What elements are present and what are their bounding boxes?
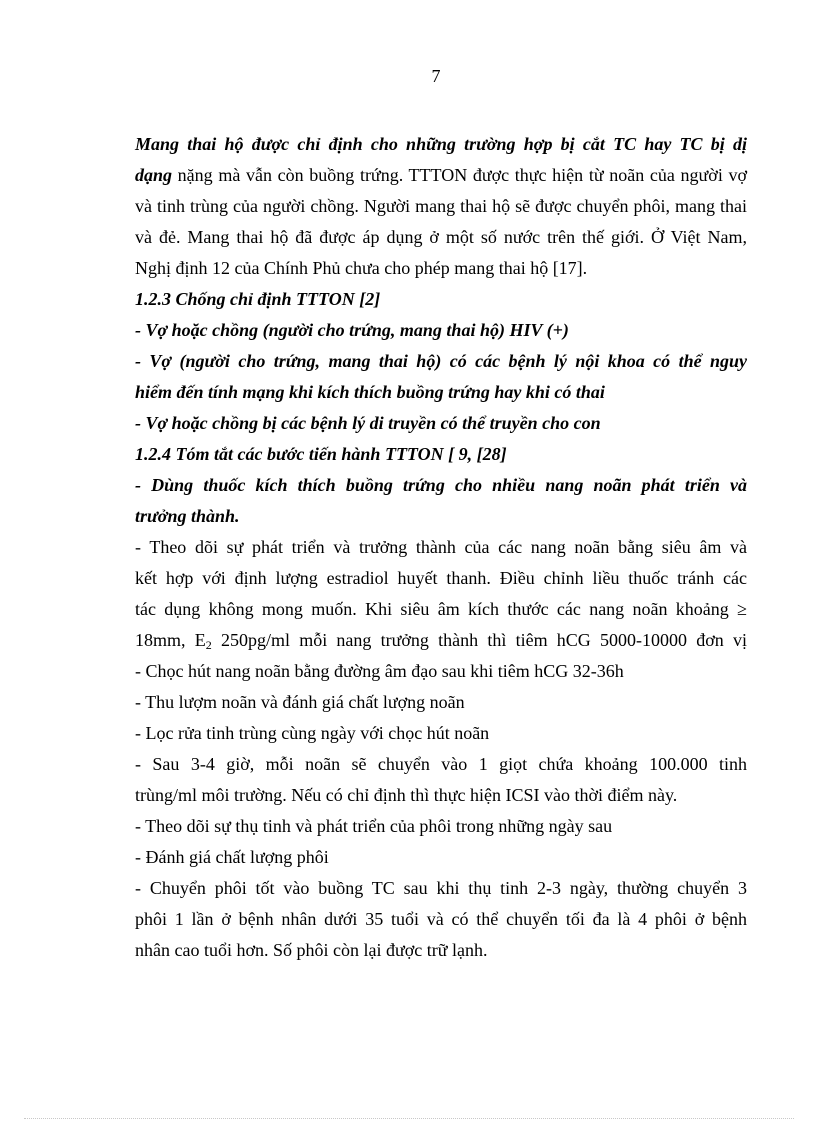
list-item xyxy=(135,842,747,873)
text-run: trưởng thành. xyxy=(135,506,240,526)
text-run: - Vợ (người cho trứng, mang thai hộ) có các bệnh lý nội khoa có thể nguy xyxy=(135,351,747,371)
text-run: - Chọc hút nang noãn bằng đường âm đạo sau khi tiêm hCG 32-36h xyxy=(135,661,624,681)
text-run: nặng mà vẫn còn buồng trứng. TTTON được thực hiện từ noãn của người vợ xyxy=(172,165,747,185)
list-item xyxy=(135,315,747,346)
list-item xyxy=(135,811,747,842)
list-item-continuation xyxy=(135,501,747,532)
list-item xyxy=(135,749,747,780)
list-item-continuation xyxy=(135,377,747,408)
list-item xyxy=(135,532,747,563)
text-run: - Theo dõi sự thụ tinh và phát triển của phôi trong những ngày sau xyxy=(135,816,613,836)
text-run: 18mm, E xyxy=(135,630,206,650)
text-run: hiểm đến tính mạng khi kích thích buồng trứng hay khi có thai xyxy=(135,382,605,402)
page-bottom-divider xyxy=(24,1118,794,1119)
text-run: và đẻ. Mang thai hộ đã được áp dụng ở một số nước trên thế giới. Ở Việt Nam, xyxy=(135,227,747,247)
paragraph-line xyxy=(135,191,747,222)
text-run: nhân cao tuổi hơn. Số phôi còn lại được trữ lạnh. xyxy=(135,940,488,960)
list-item xyxy=(135,408,747,439)
text-run: - Dùng thuốc kích thích buồng trứng cho nhiều nang noãn phát triển và xyxy=(135,475,747,495)
page-number: 7 xyxy=(431,66,441,86)
text-run: - Thu lượm noãn và đánh giá chất lượng noãn xyxy=(135,692,465,712)
list-item-continuation xyxy=(135,625,747,656)
list-item xyxy=(135,718,747,749)
list-item xyxy=(135,470,747,501)
paragraph-line xyxy=(135,160,747,191)
text-run: - Vợ hoặc chồng (người cho trứng, mang thai hộ) HIV (+) xyxy=(135,320,569,340)
text-run: - Chuyển phôi tốt vào buồng TC sau khi thụ tinh 2-3 ngày, thường chuyển 3 xyxy=(135,878,747,898)
list-item-continuation xyxy=(135,780,747,811)
heading-text: 1.2.4 Tóm tắt các bước tiến hành TTTON [ 9, [28] xyxy=(135,444,507,464)
text-run: dạng xyxy=(135,165,173,185)
paragraph-line xyxy=(135,129,747,160)
list-item-continuation xyxy=(135,904,747,935)
heading-text: 1.2.3 Chống chỉ định TTTON [2] xyxy=(135,289,381,309)
list-item-continuation xyxy=(135,563,747,594)
list-item xyxy=(135,656,747,687)
subscript: 2 xyxy=(205,638,212,652)
list-item xyxy=(135,346,747,377)
text-run: - Đánh giá chất lượng phôi xyxy=(135,847,329,867)
text-run: và tinh trùng của người chồng. Người mang thai hộ sẽ được chuyển phôi, mang thai xyxy=(135,196,747,216)
text-run: Mang thai hộ được chỉ định cho những trường hợp bị cắt TC hay TC bị dị xyxy=(135,134,747,154)
text-run: - Sau 3-4 giờ, mỗi noãn sẽ chuyển vào 1 giọt chứa khoảng 100.000 tinh xyxy=(135,754,747,774)
text-run: phôi 1 lần ở bệnh nhân dưới 35 tuổi và có thể chuyển tối đa là 4 phôi ở bệnh xyxy=(135,909,747,929)
list-item xyxy=(135,873,747,904)
text-run: - Vợ hoặc chồng bị các bệnh lý di truyền có thể truyền cho con xyxy=(135,413,601,433)
text-run: 250pg/ml mỗi nang trưởng thành thì tiêm hCG 5000-10000 đơn vị xyxy=(211,630,747,650)
list-item-continuation xyxy=(135,594,747,625)
list-item xyxy=(135,687,747,718)
text-run: Nghị định 12 của Chính Phủ chưa cho phép mang thai hộ [17]. xyxy=(135,258,588,278)
document-body xyxy=(135,129,747,966)
list-item-continuation xyxy=(135,935,747,966)
text-run: trùng/ml môi trường. Nếu có chỉ định thì thực hiện ICSI vào thời điểm này. xyxy=(135,785,678,805)
text-run: - Theo dõi sự phát triển và trưởng thành của các nang noãn bằng siêu âm và xyxy=(135,537,747,557)
section-heading-1-2-4 xyxy=(135,439,747,470)
paragraph-line xyxy=(135,222,747,253)
paragraph-line xyxy=(135,253,747,284)
section-heading-1-2-3 xyxy=(135,284,747,315)
text-run: - Lọc rửa tinh trùng cùng ngày với chọc hút noãn xyxy=(135,723,490,743)
text-run: kết hợp với định lượng estradiol huyết thanh. Điều chỉnh liều thuốc tránh các xyxy=(135,568,747,588)
text-run: tác dụng không mong muốn. Khi siêu âm kích thước các nang noãn khoảng ≥ xyxy=(135,599,747,619)
